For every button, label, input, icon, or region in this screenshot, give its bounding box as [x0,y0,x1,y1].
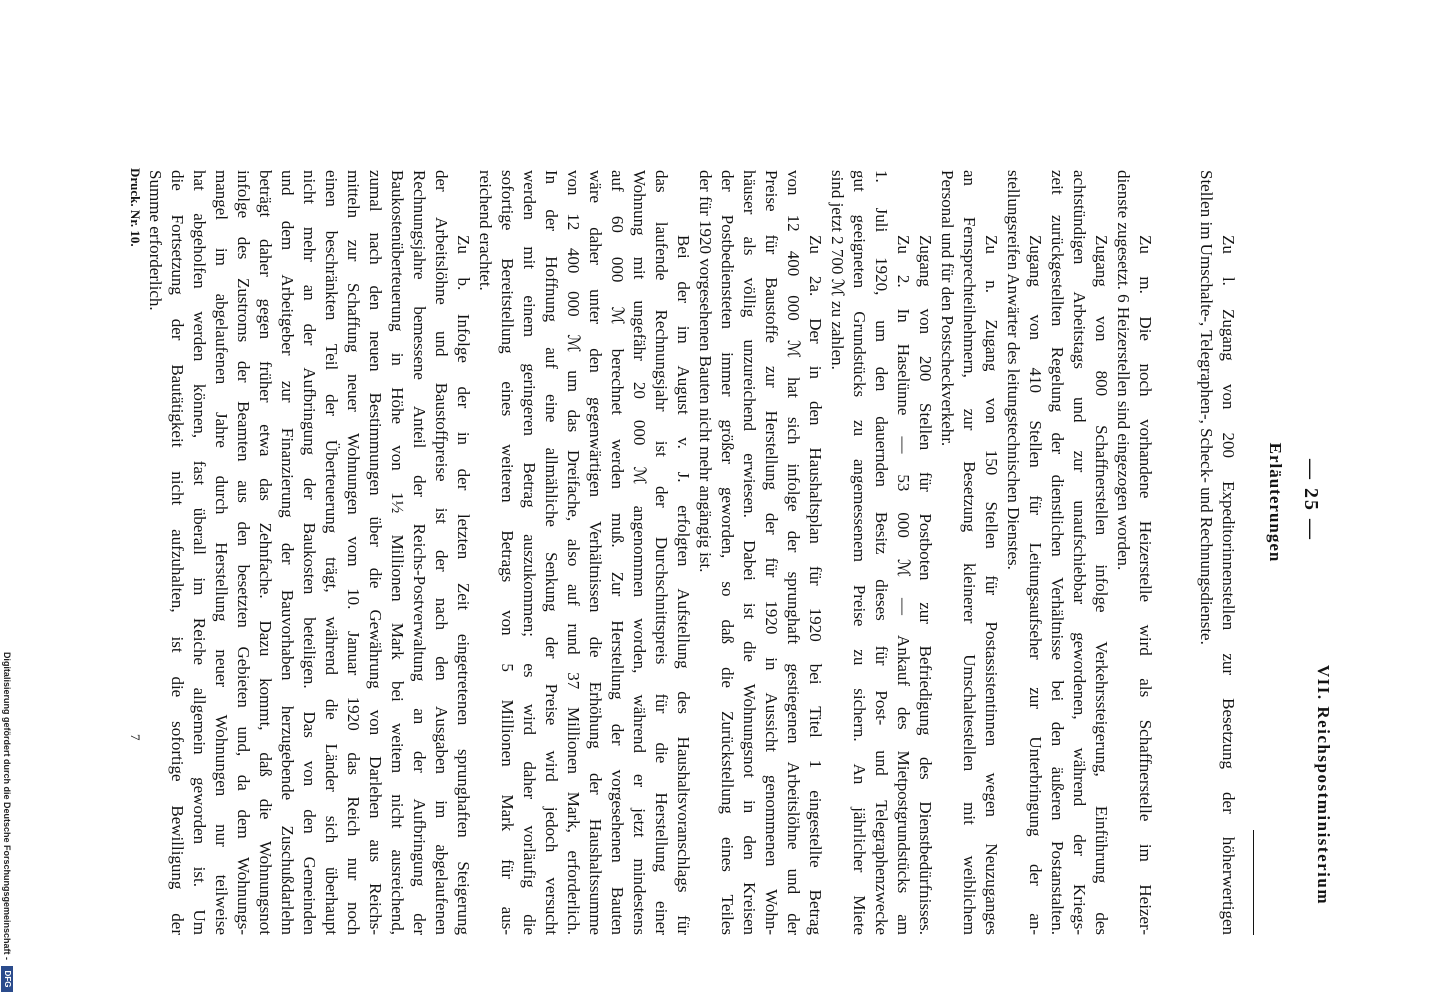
text-line: 1. Juli 1920, um den dauernden Besitz dieses für Post- und Telegraphenzwecke [872,170,891,935]
dfg-logo: DFG [1,966,13,992]
text-line: Stellen im Umschalte-, Telegraphen-, Scheck- und Rechnungsdienste. [1197,170,1216,645]
print-reference: Druck. Nr. 10. [128,168,143,247]
text-line: Zu 2. In Haselünne — 53 000 ℳ — Ankauf des Mietpostgrundstücks am [894,235,913,935]
text-line: der Arbeitslöhne und Baustoffpreise ist der nach den Ausgaben im abgelaufenen [432,170,451,935]
text-line: Personal und für den Postscheckverkehr. [938,170,957,447]
text-line: Rechnungsjahre bemessene Anteil der Reichs-Postverwaltung an der Aufbringung der [410,170,429,935]
text-line: sind jetzt 2 700 ℳ zu zahlen. [828,170,847,370]
paragraph [826,170,914,935]
paragraph [694,170,826,935]
text-line: von 12 400 000 ℳ hat sich infolge der sprunghaft gestiegenen Arbeitslöhne und der [784,170,803,935]
text-line: hat abgeholfen werden können, fast überall im Reiche allgemein geworden ist. Um [190,170,209,935]
text-line: Summe erforderlich. [146,170,165,311]
paragraph [474,170,694,935]
header-rule [1253,830,1254,935]
text-line: wäre daher unter den gegenwärtigen Verhältnissen die Erhöhung der Haushaltssumme [586,170,605,935]
text-line: Zu 2a. Der in den Haushaltsplan für 1920 bei Titel 1 eingestellte Betrag [806,235,825,935]
signature-mark: 7 [128,734,143,741]
paragraph [1046,170,1112,935]
text-line: achtstündigen Arbeitstags und zur unaufschiebbar gewordenen, während der Kriegs- [1070,170,1089,935]
text-line: Zugang von 410 Stellen für Leitungsaufseher zur Unterbringung der an- [1026,235,1045,935]
text-line: Zu l. Zugang von 200 Expeditorinnenstellen zur Besetzung der höherwertigen [1219,235,1238,935]
paragraph [936,170,1002,935]
text-line: reichend erachtet. [476,170,495,291]
text-line: werden mit einem geringeren Betrag auszukommen; es wird daher vorläufig die [520,170,539,935]
text-line: Bei der im August v. J. erfolgten Aufstellung des Haushaltsvoranschlags für [674,235,693,935]
paragraph [914,170,936,935]
text-line: an Fernsprechteilnehmern, zur Besetzung kleinerer Umschaltestellen mit weiblichem [960,170,979,935]
text-line: von 12 400 000 ℳ um das Dreifache, also auf rund 37 Millionen Mark, erforderlich. [564,170,583,935]
text-line: häuser als völlig unzureichend erwiesen. Dabei ist die Wohnungsnot in den Kreisen [740,170,759,935]
text-line: Wohnung mit ungefähr 20 000 ℳ angenommen worden, während er jetzt mindestens [630,170,649,935]
page-number: — 25 — [1300,459,1322,541]
text-line: Zu b. Infolge der in der letzten Zeit eingetretenen sprunghaften Steigerung [454,235,473,935]
text-line: zumal nach den neuen Bestimmungen über die Gewährung von Darlehen aus Reichs- [366,170,385,935]
text-line: Zugang von 800 Schaffnerstellen infolge Verkehrssteigerung, Einführung des [1092,235,1111,935]
paragraph [1112,170,1156,935]
text-line: das laufende Rechnungsjahr ist der Durchschnittspreis für die Herstellung einer [652,170,671,935]
paragraph [1002,170,1046,935]
text-line: Baukostenüberteuerung in Höhe von 1½ Millionen Mark bei weitem nicht ausreichend, [388,170,407,935]
dfg-sponsor-note: Digitalisierung gefördert durch die Deutsche Forschungsgemeinschaft - [2,651,12,960]
text-line: der für 1920 vorgesehenen Bauten nicht mehr angängig ist. [696,170,715,573]
text-line: Preise für Baustoffe zur Herstellung der für 1920 in Aussicht genommenen Wohn- [762,170,781,935]
text-line: mitteln zur Schaffung neuer Wohnungen vom 10. Januar 1920 das Reich nur noch [344,170,363,935]
text-line: nicht mehr an der Aufbringung der Baukosten beteiligen. Das von den Gemeinden [300,170,319,935]
text-line: mangel im abgelaufenen Jahre durch Herstellung neuer Wohnungen nur teilweise [212,170,231,935]
text-line: auf 60 000 ℳ berechnet werden muß. Zur Herstellung der vorgesehenen Bauten [608,170,627,935]
body-text [144,170,1239,935]
text-line: der Postbediensteten immer größer geworden, so daß die Zurückstellung eines Teiles [718,170,737,935]
page-title: Erläuterungen [1266,442,1285,563]
text-line: Zugang von 200 Stellen für Postboten zur Befriedigung des Dienstbedürfnisses. [916,235,935,935]
text-line: beträgt daher gegen früher etwa das Zehnfache. Dazu kommt, daß die Wohnungsnot [256,170,275,935]
text-line: Zu n. Zugang von 150 Stellen für Postassistentinnen wegen Neuzuganges [982,235,1001,935]
text-line: stellungsreifen Anwärter des leitungstechnischen Dienstes. [1004,170,1023,570]
text-line: dienste zugesetzt. 6 Heizerstellen sind eingezogen worden. [1114,170,1133,571]
text-line: gut geeigneten Grundstücks zu angemessenem Preise zu sichern. An jährlicher Miete [850,170,869,935]
text-line: sofortige Bereitstellung eines weiteren Betrags von 5 Millionen Mark für aus- [498,170,517,935]
paragraph [1195,170,1239,935]
text-line: und dem Arbeitgeber zur Finanzierung der Bauvorhaben herzugebende Zuschußdarlehn [278,170,297,935]
text-line: zeit zurückgestellten Regelung der dienstlichen Verhältnisse bei den äußeren Postanstalten. [1048,170,1067,935]
section-header: VII. Reichspostministerium [1314,664,1333,905]
text-line: infolge des Zustroms der Beamten aus den besetzten Gebieten und, da dem Wohnungs- [234,170,253,935]
text-line: die Fortsetzung der Bautätigkeit nicht aufzuhalten, ist die sofortige Bewilligung der [168,170,187,935]
text-line: einen beschränkten Teil der Überteuerung trägt, während die Länder sich überhaupt [322,170,341,935]
text-line: In der Hoffnung auf eine allmähliche Senkung der Preise wird jedoch versucht [542,170,561,935]
text-line: Zu m. Die noch vorhandene Heizerstelle wird als Schaffnerstelle im Heizer- [1136,235,1155,935]
paragraph [144,170,474,935]
